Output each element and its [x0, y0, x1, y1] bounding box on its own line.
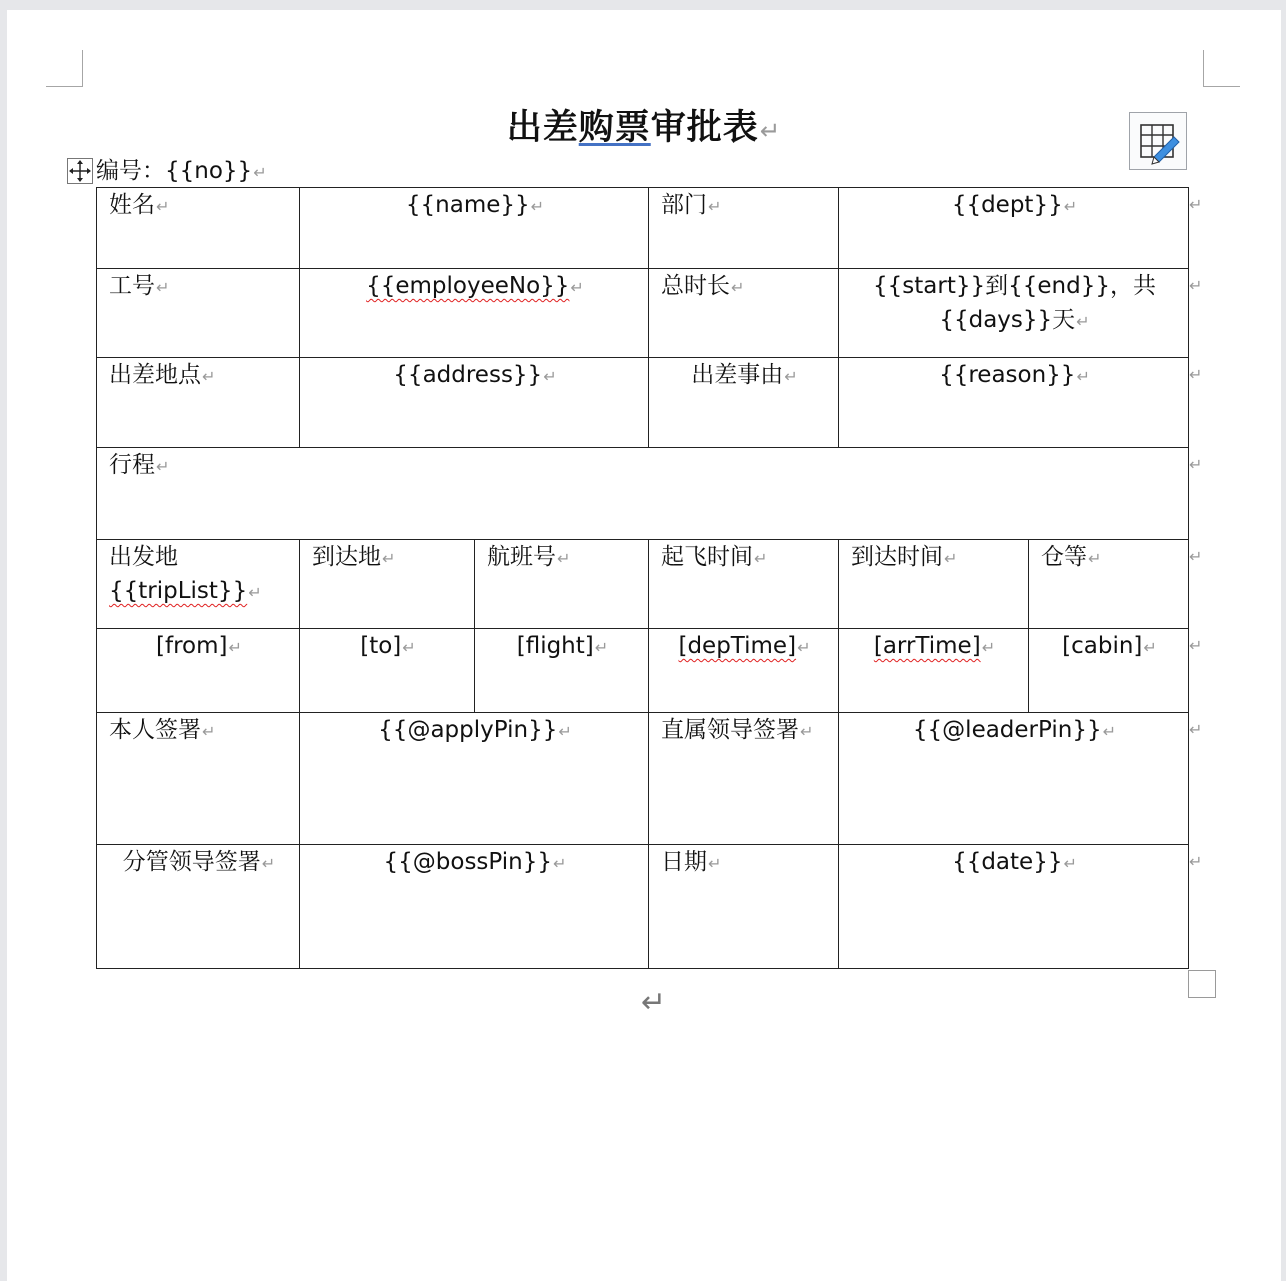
table-move-handle[interactable]	[67, 158, 93, 184]
title-part-1: 出差	[506, 108, 579, 148]
table-row	[97, 269, 1189, 358]
row-end-mark-icon: ↵	[1189, 455, 1203, 474]
dep-time-header-cell[interactable]: 起飞时间↵	[649, 540, 839, 629]
address-value-cell[interactable]: {{address}}↵	[300, 358, 649, 448]
page-corner-mark-top-right	[1203, 50, 1240, 87]
paragraph-mark-icon: ↵	[759, 116, 782, 145]
paragraph-mark-icon: ↵	[253, 163, 267, 182]
document-page	[7, 10, 1281, 1281]
employee-no-label-cell[interactable]: 工号↵	[97, 269, 300, 358]
itinerary-label-cell[interactable]: 行程↵	[97, 448, 1189, 540]
row-end-mark-icon: ↵	[1189, 276, 1203, 295]
table-row	[97, 188, 1189, 269]
reason-value-cell[interactable]: {{reason}}↵	[839, 358, 1189, 448]
trip-flight-cell[interactable]: [flight]↵	[475, 629, 649, 713]
arr-time-header-cell[interactable]: 到达时间↵	[839, 540, 1029, 629]
boss-sign-value-cell[interactable]: {{@bossPin}}↵	[300, 845, 649, 969]
employee-no-value-cell[interactable]: {{employeeNo}}↵	[300, 269, 649, 358]
table-row	[97, 358, 1189, 448]
row-end-mark-icon: ↵	[1189, 195, 1203, 214]
date-label-cell[interactable]: 日期↵	[649, 845, 839, 969]
trip-from-cell[interactable]: [from]↵	[97, 629, 300, 713]
table-layout-button[interactable]	[1129, 112, 1187, 170]
reason-label-cell[interactable]: 出差事由↵	[649, 358, 839, 448]
page-corner-mark-top-left	[46, 50, 83, 87]
title-part-3: 审批表	[650, 108, 759, 148]
trip-dep-time-cell[interactable]: [depTime]↵	[649, 629, 839, 713]
row-end-mark-icon: ↵	[1189, 636, 1203, 655]
flight-no-header-cell[interactable]: 航班号↵	[475, 540, 649, 629]
leader-sign-value-cell[interactable]: {{@leaderPin}}↵	[839, 713, 1189, 845]
destination-header-cell[interactable]: 到达地↵	[300, 540, 475, 629]
document-title[interactable]	[7, 100, 1281, 150]
approval-form-table	[96, 187, 1189, 969]
boss-sign-label-cell[interactable]: 分管领导签署↵	[97, 845, 300, 969]
row-end-mark-icon: ↵	[1189, 852, 1203, 871]
cabin-header-cell[interactable]: 仓等↵	[1029, 540, 1189, 629]
table-row	[97, 629, 1189, 713]
dept-label-cell[interactable]: 部门↵	[649, 188, 839, 269]
address-label-cell[interactable]: 出差地点↵	[97, 358, 300, 448]
table-row	[97, 845, 1189, 969]
table-layout-icon	[1130, 113, 1186, 169]
name-label-cell[interactable]: 姓名↵	[97, 188, 300, 269]
duration-value-cell[interactable]: {{start}}到{{end}}，共 {{days}}天↵	[839, 269, 1189, 358]
number-value: {{no}}	[165, 158, 253, 184]
row-end-mark-icon: ↵	[1189, 547, 1203, 566]
dept-value-cell[interactable]: {{dept}}↵	[839, 188, 1189, 269]
trip-cabin-cell[interactable]: [cabin]↵	[1029, 629, 1189, 713]
leader-sign-label-cell[interactable]: 直属领导签署↵	[649, 713, 839, 845]
departure-header-cell[interactable]: 出发地 {{tripList}}↵	[97, 540, 300, 629]
row-end-mark-icon: ↵	[1189, 720, 1203, 739]
row-end-mark-icon: ↵	[1189, 365, 1203, 384]
date-value-cell[interactable]: {{date}}↵	[839, 845, 1189, 969]
final-paragraph-mark-icon[interactable]: ↵	[641, 985, 667, 1020]
table-row	[97, 448, 1189, 540]
move-icon	[68, 159, 92, 183]
table-row	[97, 713, 1189, 845]
applicant-sign-value-cell[interactable]: {{@applyPin}}↵	[300, 713, 649, 845]
name-value-cell[interactable]: {{name}}↵	[300, 188, 649, 269]
number-label: 编号：	[96, 158, 165, 184]
table-row	[97, 540, 1189, 629]
end-of-table-icon[interactable]	[1188, 970, 1216, 998]
duration-label-cell[interactable]: 总时长↵	[649, 269, 839, 358]
applicant-sign-label-cell[interactable]: 本人签署↵	[97, 713, 300, 845]
number-line[interactable]	[96, 156, 267, 188]
trip-to-cell[interactable]: [to]↵	[300, 629, 475, 713]
trip-arr-time-cell[interactable]: [arrTime]↵	[839, 629, 1029, 713]
title-part-2: 购票	[578, 108, 651, 148]
